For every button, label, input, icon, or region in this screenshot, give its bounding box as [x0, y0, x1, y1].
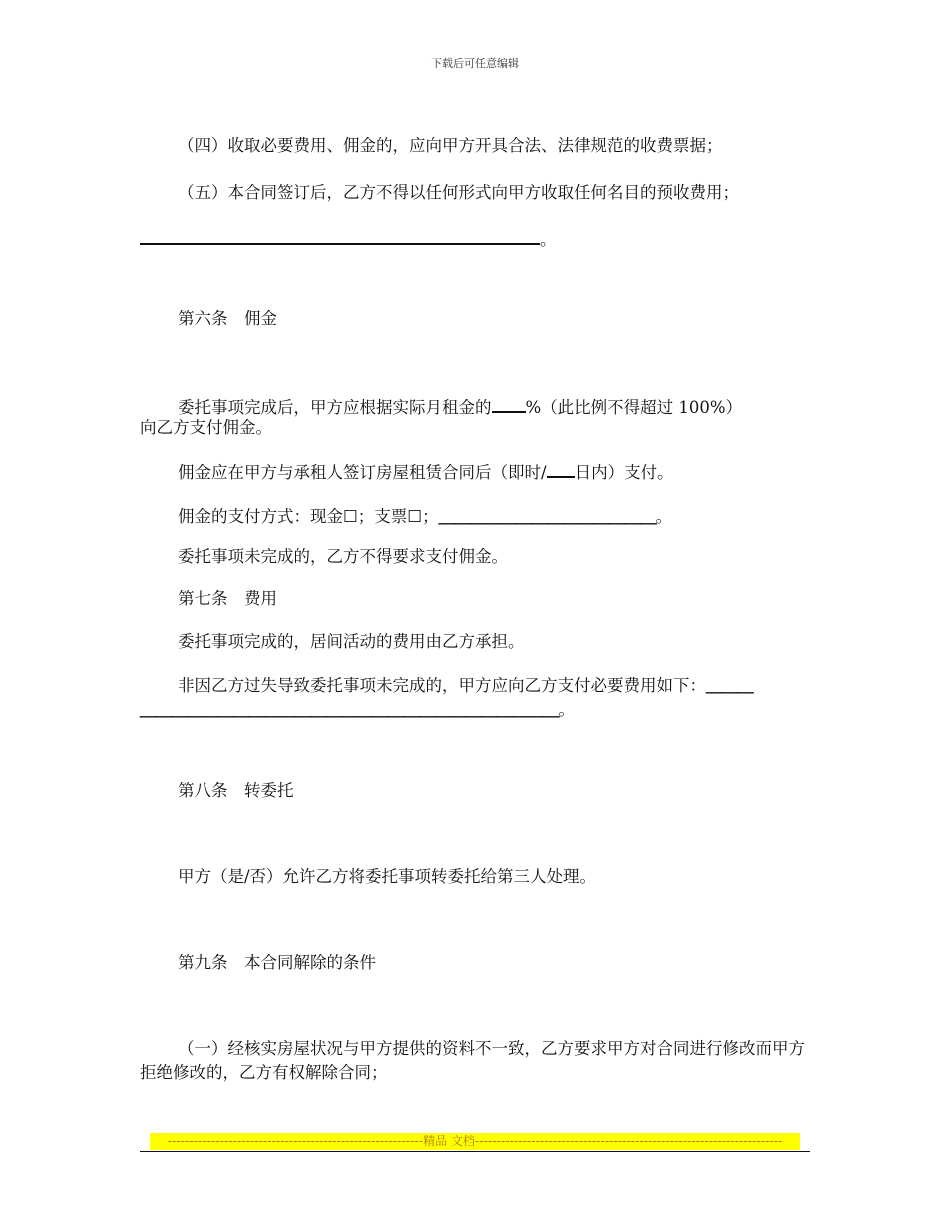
subdelegation-clause: 甲方（是/否）允许乙方将委托事项转委托给第三人处理。	[178, 867, 597, 886]
payment-time-text-b: 日内）支付。	[574, 463, 674, 482]
commission-not-done: 委托事项未完成的，乙方不得要求支付佣金。	[178, 547, 508, 566]
payment-method-blank[interactable]: ＿＿＿＿＿＿＿＿＿＿＿＿＿＿	[438, 507, 656, 526]
period: 。	[540, 230, 557, 249]
commission-text-a: 委托事项完成后，甲方应根据实际月租金的	[178, 398, 492, 417]
footer-rule	[140, 1151, 810, 1152]
fee-blank-b[interactable]: ＿＿＿＿＿＿＿＿＿＿＿＿＿＿＿＿＿＿＿＿＿＿＿＿＿＿＿	[140, 700, 559, 719]
period: 。	[558, 700, 575, 719]
payment-method-text: 佣金的支付方式：现金☐；支票☐；	[178, 507, 439, 526]
payment-method-line	[178, 505, 672, 529]
fee-not-done-text: 非因乙方过失导致委托事项未完成的，甲方应向乙方支付必要费用如下：	[178, 676, 706, 695]
period: 。	[655, 507, 673, 526]
header-note: 下载后可任意编辑	[431, 57, 519, 70]
clause-5: （五）本合同签订后，乙方不得以任何形式向甲方收取任何名目的预收费用；	[178, 183, 739, 202]
article-6-title: 第六条 佣金	[178, 309, 277, 328]
fee-not-done-line	[178, 674, 753, 698]
article-8-title: 第八条 转委托	[178, 781, 294, 800]
article-7-title: 第七条 费用	[178, 589, 277, 608]
fee-blank-a[interactable]: ＿＿＿	[706, 676, 753, 695]
fee-done: 委托事项完成的，居间活动的费用由乙方承担。	[178, 632, 525, 651]
fill-blank[interactable]	[140, 225, 540, 245]
footer-watermark: -----------------------------------------------------------精品 文档-----------------------------------------------------------------------	[150, 1133, 800, 1150]
fee-blank-line	[140, 698, 575, 722]
termination-condition-1: （一）经核实房屋状况与甲方提供的资料不一致，乙方要求甲方对合同进行修改而甲方拒绝修改的，乙方有权解除合同；	[140, 1039, 805, 1082]
commission-rate-line-cont: 向乙方支付佣金。	[140, 418, 272, 437]
blank-line-row	[140, 225, 557, 252]
commission-percent-blank[interactable]	[492, 393, 526, 413]
payment-time-text-a: 佣金应在甲方与承租人签订房屋租赁合同后（即时/	[178, 463, 547, 482]
commission-text-b: %（此比例不得超过 100%）	[525, 398, 743, 417]
payment-days-blank[interactable]	[547, 458, 575, 478]
article-9-title: 第九条 本合同解除的条件	[178, 953, 376, 972]
payment-time-line	[178, 458, 674, 485]
clause-4: （四）收取必要费用、佣金的，应向甲方开具合法、法律规范的收费票据；	[178, 136, 723, 155]
